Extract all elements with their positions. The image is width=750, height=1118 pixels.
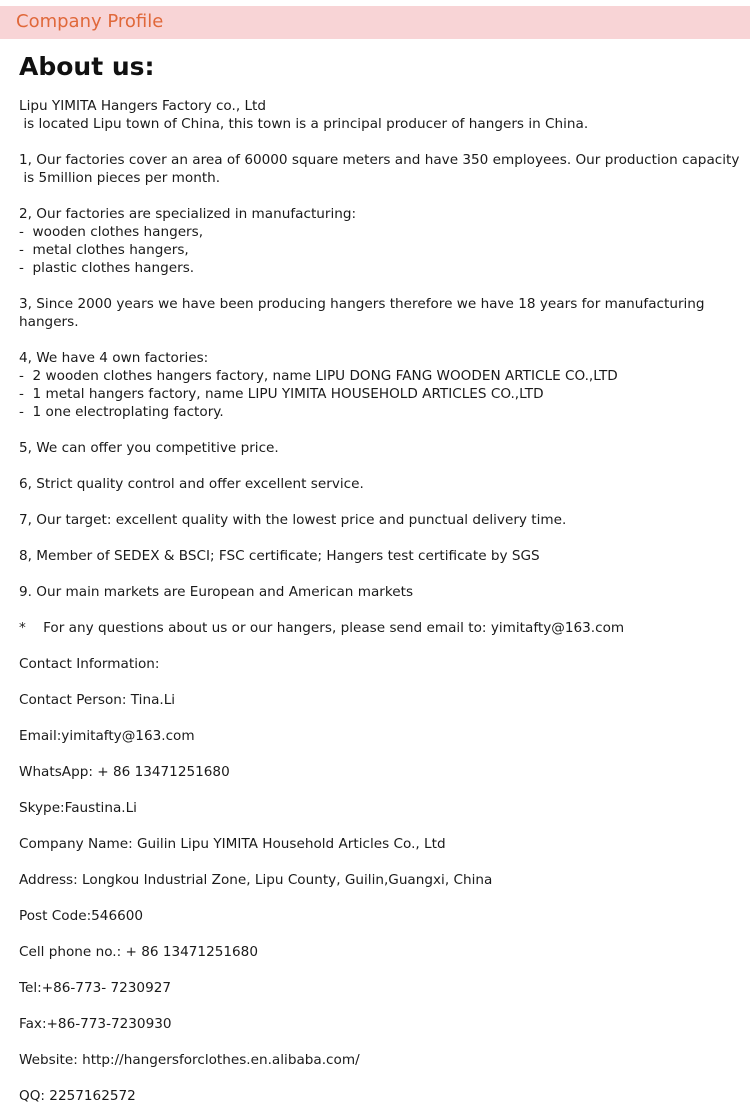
contact-skype: Skype:Faustina.Li (19, 800, 137, 816)
fax: Fax:+86-773-7230930 (19, 1016, 172, 1032)
list-item: - metal clothes hangers, (19, 242, 189, 258)
list-item: - wooden clothes hangers, (19, 224, 204, 240)
company-name: Company Name: Guilin Lipu YIMITA Household Articles Co., Ltd (19, 836, 446, 852)
paragraph-own-factories (19, 349, 744, 421)
text-line: 4, We have 4 own factories: (19, 350, 209, 366)
text-line: is 5million pieces per month. (19, 170, 221, 186)
contact-whatsapp: WhatsApp: + 86 13471251680 (19, 764, 230, 780)
paragraph-history (19, 295, 744, 331)
section-header-title: Company Profile (16, 11, 164, 32)
paragraph-specialization (19, 205, 744, 277)
text-line: is located Lipu town of China, this town is a principal producer of hangers in China. (19, 116, 589, 132)
text-line: 3, Since 2000 years we have been producing hangers therefore we have 18 years for manufacturing (19, 296, 705, 312)
contact-person: Contact Person: Tina.Li (19, 692, 176, 708)
paragraph-certificates: 8, Member of SEDEX & BSCI; FSC certificate; Hangers test certificate by SGS (19, 548, 540, 564)
list-item: - 2 wooden clothes hangers factory, name LIPU DONG FANG WOODEN ARTICLE CO.,LTD (19, 368, 618, 384)
paragraph-markets: 9. Our main markets are European and American markets (19, 584, 414, 600)
contact-information-heading: Contact Information: (19, 656, 160, 672)
text-line: 1, Our factories cover an area of 60000 square meters and have 350 employees. Our production capacity (19, 152, 740, 168)
about-us-heading: About us: (19, 52, 155, 81)
paragraph-factory-area (19, 151, 744, 187)
paragraph-price: 5, We can offer you competitive price. (19, 440, 279, 456)
company-address: Address: Longkou Industrial Zone, Lipu County, Guilin,Guangxi, China (19, 872, 493, 888)
paragraph-email-note: * For any questions about us or our hangers, please send email to: yimitafty@163.com (19, 620, 625, 636)
paragraph-quality: 6, Strict quality control and offer excellent service. (19, 476, 364, 492)
text-line: 2, Our factories are specialized in manufacturing: (19, 206, 357, 222)
text-line: Lipu YIMITA Hangers Factory co., Ltd (19, 98, 267, 114)
cell-phone: Cell phone no.: + 86 13471251680 (19, 944, 258, 960)
company-profile-body (19, 97, 744, 1105)
post-code: Post Code:546600 (19, 908, 144, 924)
paragraph-target: 7, Our target: excellent quality with the lowest price and punctual delivery time. (19, 512, 567, 528)
telephone: Tel:+86-773- 7230927 (19, 980, 172, 996)
list-item: - 1 metal hangers factory, name LIPU YIMITA HOUSEHOLD ARTICLES CO.,LTD (19, 386, 544, 402)
text-line: hangers. (19, 314, 79, 330)
website: Website: http://hangersforclothes.en.alibaba.com/ (19, 1052, 360, 1068)
contact-email: Email:yimitafty@163.com (19, 728, 195, 744)
section-header-bar (0, 6, 750, 39)
list-item: - plastic clothes hangers. (19, 260, 195, 276)
qq-number: QQ: 2257162572 (19, 1088, 136, 1104)
list-item: - 1 one electroplating factory. (19, 404, 224, 420)
paragraph-intro (19, 97, 744, 133)
